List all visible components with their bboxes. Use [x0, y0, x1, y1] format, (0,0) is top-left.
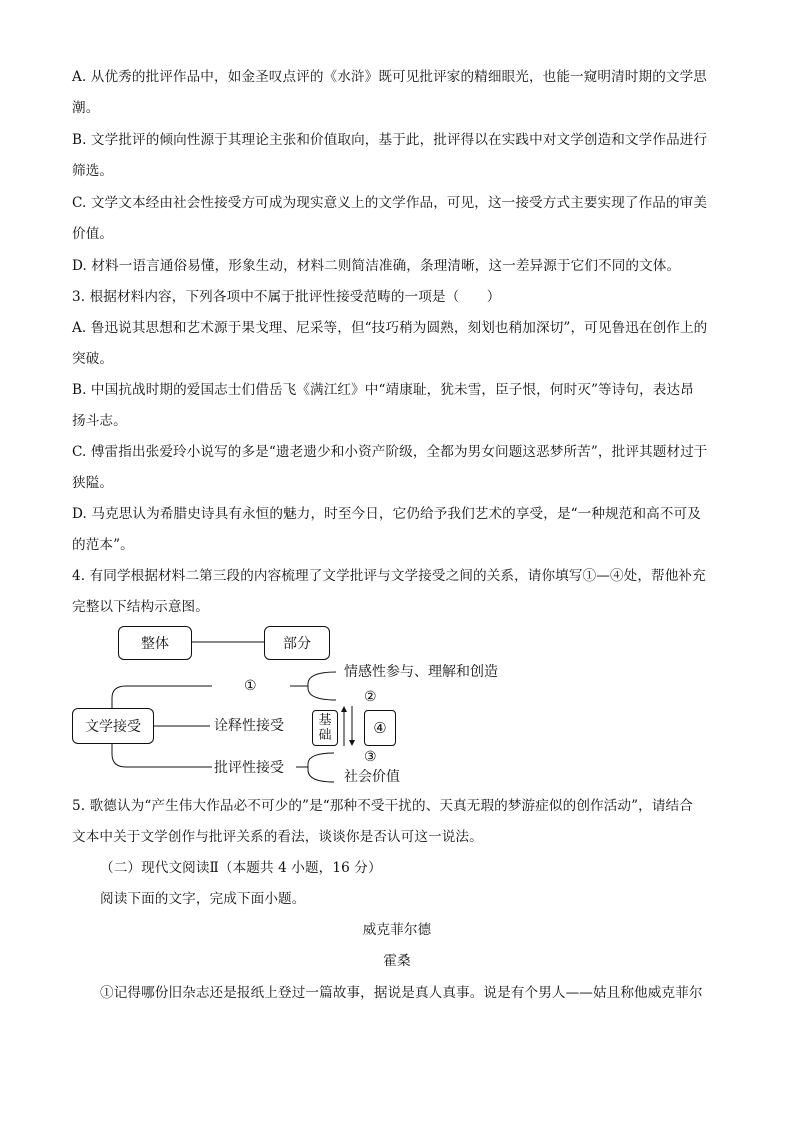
question-5-line-1: 5. 歌德认为“产生伟大作品必不可少的”是“那种不受干扰的、天真无瑕的梦游症似的创作活动”，请结合 [72, 798, 693, 814]
q3-option-a-line-1: A. 鲁迅说其思想和艺术源于果戈理、尼采等，但“技巧稍为圆熟，刻划也稍加深切”，可见鲁迅在创作上的 [72, 320, 708, 336]
blank-2: ② [364, 689, 377, 705]
reading-instruction: 阅读下面的文字，完成下面小题。 [100, 891, 306, 907]
option-c-line-2: 价值。 [72, 226, 114, 242]
box-part [264, 626, 330, 660]
box-whole-label: 整体 [141, 636, 169, 652]
box-literary-reception [72, 708, 154, 744]
emotional-participation-label: 情感性参与、理解和创造 [344, 664, 498, 680]
blank-3: ③ [364, 749, 377, 765]
blank-1: ① [244, 678, 257, 694]
blank-4-box [364, 710, 396, 746]
question-4-line-1: 4. 有同学根据材料二第三段的内容梳理了文学批评与文学接受之间的关系，请你填写①—④处，帮他补充 [72, 568, 706, 584]
q3-option-d-line-2: 的范本”。 [72, 537, 134, 553]
box-whole [118, 626, 192, 660]
option-a-line-2: 潮。 [72, 100, 100, 116]
structure-diagram [72, 622, 532, 790]
q3-option-c-line-1: C. 傅雷指出张爱玲小说写的多是“遗老遗少和小资产阶级，全都为男女问题这恶梦所苦”，批评其题材过于 [72, 444, 708, 460]
interpretive-reception-label: 诠释性接受 [214, 718, 284, 734]
q3-option-b-line-2: 扬斗志。 [72, 413, 127, 429]
story-author: 霍桑 [383, 953, 411, 969]
box-part-label: 部分 [283, 636, 311, 652]
q3-option-b-line-1: B. 中国抗战时期的爱国志士们借岳飞《满江红》中“靖康耻，犹未雪，臣子恨，何时灭”等诗句，表达昂 [72, 382, 694, 398]
q3-option-d-line-1: D. 马克思认为希腊史诗具有永恒的魅力，时至今日，它仍给予我们艺术的享受，是“一种规范和高不可及 [72, 506, 701, 522]
question-4-line-2: 完整以下结构示意图。 [72, 599, 209, 615]
option-b-line-1: B. 文学批评的倾向性源于其理论主张和价值取向，基于此，批评得以在实践中对文学创造和文学作品进行 [72, 132, 708, 148]
option-c-line-1: C. 文学文本经由社会性接受方可成为现实意义上的文学作品，可见，这一接受方式主要实现了作品的审美 [72, 195, 708, 211]
q3-option-c-line-2: 狭隘。 [72, 475, 114, 491]
foundation-char-1: 基 [318, 713, 332, 728]
blank-4: ④ [373, 719, 387, 737]
q3-option-a-line-2: 突破。 [72, 351, 114, 367]
box-foundation [312, 710, 338, 746]
option-d-line: D. 材料一语言通俗易懂，形象生动，材料二则简洁准确，条理清晰，这一差异源于它们不同的文体。 [72, 258, 681, 274]
story-title: 威克菲尔德 [362, 922, 432, 938]
foundation-char-2: 础 [318, 728, 332, 743]
box-literary-reception-label: 文学接受 [85, 719, 141, 735]
social-value-label: 社会价值 [344, 769, 400, 785]
critical-reception-label: 批评性接受 [214, 760, 284, 776]
story-paragraph-1: ①记得哪份旧杂志还是报纸上登过一篇故事，据说是真人真事。说是有个男人——姑且称他威克菲尔 [100, 985, 703, 1001]
option-b-line-2: 筛选。 [72, 163, 114, 179]
option-a-line-1: A. 从优秀的批评作品中，如金圣叹点评的《水浒》既可见批评家的精细眼光，也能一窥明清时期的文学思 [72, 69, 707, 85]
question-3: 3. 根据材料内容，下列各项中不属于批评性接受范畴的一项是（ ） [72, 289, 501, 305]
section-heading: （二）现代文阅读Ⅱ（本题共 4 小题，16 分） [100, 860, 382, 876]
question-5-line-2: 文本中关于文学创作与批评关系的看法，谈谈你是否认可这一说法。 [72, 829, 483, 845]
